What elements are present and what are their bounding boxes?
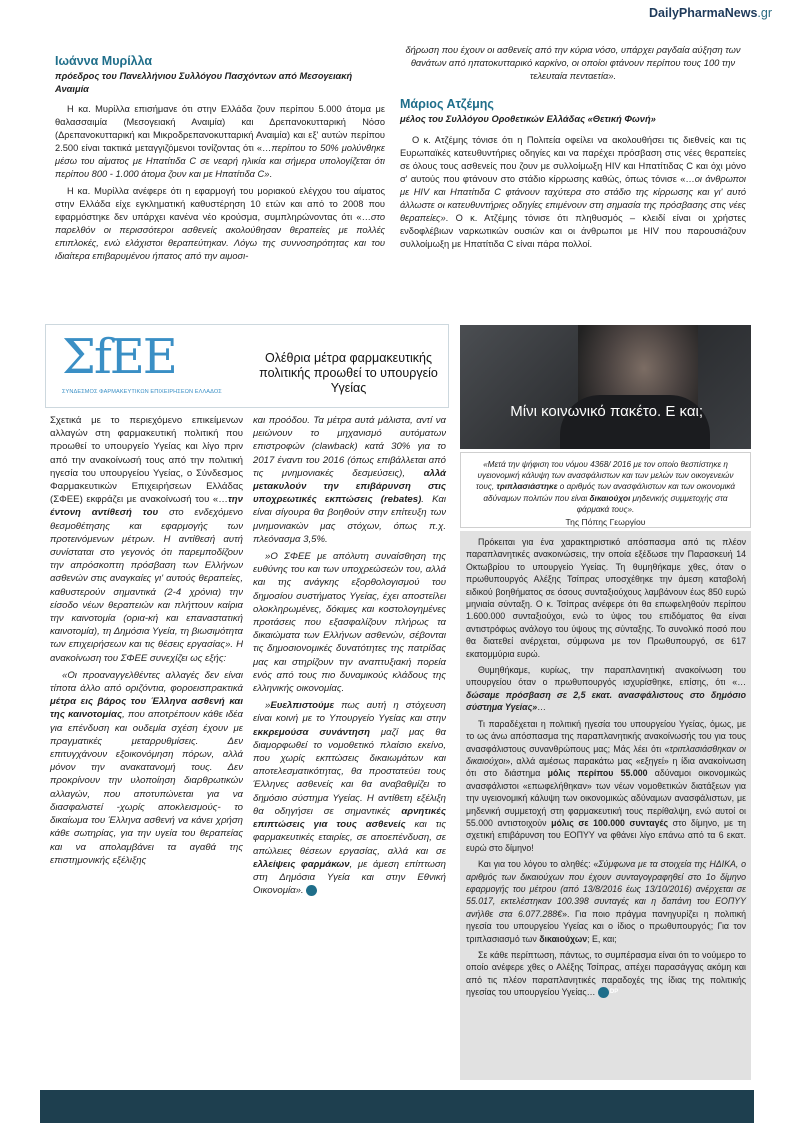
text-run: Σε κάθε περίπτωση, πάντως, το συμπέρασμα είναι ότι το νούμερο το οποίο ανέφερε χθες ο Αλέξης Τσίπρας, απέχει παρασάγγας ακόμη και από τις πλέον παραπλανητικές παραδοχές της ίδιας της πολιτικής ηγεσίας του υπουργείου Υγείας… xyxy=(466,950,746,998)
quote-run: στο ενδεχόμενο θεσμοθέτησης και εφαρμογής των προτεινόμενων μέτρων. Η αντίθεσή αυτή συνίσταται στο γεγονός ότι παρεμποδίζουν την απρόσκοπτη πρόσβαση των Ελλήνων ασθενών στις αναγκαίες γι' αυτούς θεραπείες, καθυστερούν σημαντικά (2-4 χρόνια) την είσοδο νέων θεραπειών και πλήττουν καίρια την καινοτομία (ορια-κή και επαναστατική καινοτομία), τη Δημόσια Υγεία, τη βιωσιμότητα των επιχειρήσεων και τις θέσεις εργασίας». Η ανακοίνωση του ΣΦΕΕ συνεχίζει ως εξής: xyxy=(50,507,243,664)
text-run: , που αποτρέπουν κάθε ιδέα για επένδυση και ουδεμία σχέση έχουν με πραγματικές μεταρρυθμίσεις. Δεν επιτυγχάνουν εξοικονόμηση πόρων, αλλά μόνον την ανακατανομή τους. Δεν προκρίνουν την υλοποίηση διαρθρωτικών αλλαγών, που αποτυπώνεται για να διασφαλιστεί -χωρίς αποκλεισμούς- το δικαίωμα του Έλληνα ασθενή να κάνει χρήση κάθε σωτηρίας, για την υγεία του θεραπείας και να απολαμβάνει τα αγαθά της επιστημονικής εξέλιξης xyxy=(50,709,243,866)
sfee-paragraph-3 xyxy=(253,414,446,546)
text-run: ο αριθμός των ανασφάλιστων και των οικονομικά αδύναμων πολιτών που είναι xyxy=(483,482,736,503)
text-run: » xyxy=(265,700,271,712)
quote-run: περίπου το 50% μολύνθηκε μέσω του αίματος με Ηπατίτιδα C σε νεαρή ηλικία και σήμερα υπολογίζεται ότι περίπου 800 - 1.000 άτομα ζουν και με Ηπατίτιδα C» xyxy=(55,143,385,179)
bold-run: ελλείψεις φαρμάκων xyxy=(253,858,350,870)
bold-run: μόλις περίπου 55.000 xyxy=(547,768,648,779)
sfee-column-a xyxy=(50,414,243,871)
article-end-icon: DP xyxy=(598,987,609,998)
pull-quote-box xyxy=(460,452,751,528)
right-article-body xyxy=(466,536,746,1003)
article-title: Μίνι κοινωνικό πακέτο. Ε και; xyxy=(510,403,703,420)
bold-run: τριπλασιάστηκε xyxy=(496,482,558,492)
text-run: Σχετικά με το περιεχόμενο επικείμενων αλλαγών στη φαρμακευτική πολιτική που προωθεί το υπουργείο Υγείας και λίγο πριν από την ανακοίνωσή τους από την πολιτική ηγεσία του υπουργείου Υγείας, ο Σύνδεσμος Φαρμακευτικών Επιχειρήσεων Ελλάδας (ΣΦΕΕ) εκφράζει με ανακοίνωσή του «… xyxy=(50,415,243,506)
text-run: ». Για ποιο πράγμα πανηγυρίζει η πολιτική ηγεσία του υπουργείου Υγείας και ο ίδιος ο πρωθυπουργός; Για τον τριπλασιασμό των xyxy=(466,908,746,944)
text-run: . xyxy=(269,169,273,179)
sfee-paragraph-1 xyxy=(50,414,243,665)
footer-bar xyxy=(40,1090,754,1123)
text-run: Η κα. Μυρίλλα επισήμανε ότι στην Ελλάδα ζουν περίπου 5.000 άτομα με θαλασσαιμία (Μεσογειακή Αναιμία) και Δρεπανοκυτταρική Νόσο (Δρεπανοκυτταρική και Μικροδρεπανοκυτταρική Αναιμία) και εξ' αυτών περίπου 2.500 είναι τακτικά μεταγγιζόμενοι τονίζοντας ότι «… xyxy=(55,104,385,153)
sfee-paragraph-2 xyxy=(50,669,243,867)
person1-paragraph-1 xyxy=(55,103,385,181)
text-run: , με άμεση επίπτωση στη Δημόσια Υγεία και στην Εθνική Οικονομία». xyxy=(253,858,446,897)
continued-quote: δήρωση που έχουν οι ασθενείς από την κύρια νόσο, υπάρχει ραγδαία αύξηση των θανάτων από ηπατοκυτταρικό καρκίνο, οι οποίοι φτάνουν περίπου τους 100 την τελευταία πενταετία». xyxy=(405,45,741,81)
text-run: ; Ε, και; xyxy=(587,933,617,944)
bold-run: εκκρεμούσα συνάντηση xyxy=(253,726,371,738)
sfee-logo-text: ΣfΕΕ xyxy=(62,329,176,385)
text-run: και προόδου. Τα μέτρα αυτά μάλιστα, αντί να μειώνουν το μηχανισμό αυτόματων επιστροφών (clawback) κατά 30% για το 2017 έναντι του 2016 (όπως επιβάλλεται από τις μνημονιακές δεσμεύσεις), xyxy=(253,415,446,479)
article-end-icon: DP xyxy=(306,885,317,896)
brand-suffix: .gr xyxy=(757,6,772,20)
sfee-logo-subtitle: ΣΥΝΔΕΣΜΟΣ ΦΑΡΜΑΚΕΥΤΙΚΩΝ ΕΠΙΧΕΙΡΗΣΕΩΝ ΕΛΛΑΔΟΣ xyxy=(62,389,222,395)
text-run: «Μετά την ψήφιση του νόμου 4368/ 2016 με τον οποίο θεσπίστηκε η υγειονομική κάλυψη των ανασφάλιστων και των μελών των οικογενειών τους, xyxy=(475,460,734,492)
text-run: «Οι προαναγγελθέντες αλλαγές δεν είναι τίποτα άλλο από οριζόντια, φοροεισπρακτικά xyxy=(50,669,243,695)
top-right-column xyxy=(400,44,746,255)
right-paragraph-3 xyxy=(466,718,746,854)
pull-quote xyxy=(471,459,740,515)
sfee-paragraph-5 xyxy=(253,699,446,897)
text-run: . Ο κ. Ατζέμης τόνισε ότι πληθυσμός – κλειδί είναι οι χρήστες ενδοφλέβιων ναρκωτικών ουσιών και οι άνθρωποι με HIV που παρουσιάζουν συλλοίμωξη με Ηπατίτιδα C είναι πάρα πολλοί. xyxy=(400,212,746,249)
right-paragraph-1: Πρόκειται για ένα χαρακτηριστικό απόσπασμα από τις πλέον παραπλανητικές ανακοινώσεις, την οποία εξέδωσε την Παρασκευή 14 Οκτωβρίου το υπουργείο Υγείας. Τη θυμηθήκαμε χθες, όταν ο πρωθυπουργός Αλέξης Τσίπρας υποσχέθηκε την άμεση καταβολή ειδικού βοηθήματος σε όσους συνταξιούχους λαμβάνουν έως 850 ευρώ μηνιαία σύνταξη. Ο κ. Τσίπρας ανέφερε ότι θα επωφεληθούν περίπου 1.600.000 συνταξιούχοι, ενώ το ύψος του επιδόματος θα είναι αντιστρόφως ανάλογο του ύψους της σύνταξης. Το συνολικό ποσό που θα διατεθεί ανέρχεται, σύμφωνα με τον Πρωθυπουργό, σε 617 εκατομμύρια ευρώ. xyxy=(466,537,746,659)
text-run: μαζί μας θα διαμορφωθεί το νομοθετικό πλαίσιο εκείνο, που χωρίς εκπτώσεις δικαιωμάτων και αποτελεσματικότητας, θα προστατεύει τους Έλληνες ασθενείς και θα αναβαθμίζει το δημόσιο σύστημα Υγείας. Η αντίθετη εξέλιξη θα οδηγήσει σε σημαντικές xyxy=(253,726,446,817)
article-photo xyxy=(460,325,751,449)
text-run: Τι παραδέχεται η πολιτική ηγεσία του υπουργείου Υγείας, όμως, με το ως άνω απόσπασμα της παραπλανητικής ανακοίνωσής του για τους ανασφάλιστους συνανθρώπους μας; Μάς λέει ότι « xyxy=(466,718,746,754)
person1-name: Ιωάννα Μυρίλλα xyxy=(55,54,153,68)
italic-run: Σύμφωνα με τα στοιχεία της ΗΔΙΚΑ, ο αριθμός των δικαιούχων που έχουν συνταγογραφηθεί στο 1ο δίμηνο εφαρμογής του μέτρου (από 13/8/2016 έως 13/10/2016) ανέρχεται σε 55.017, εκτελέστηκαν 100.398 συνταγές και η δαπάνη του ΕΟΠΥΥ ανήλθε στα 6.077.288€ xyxy=(466,859,746,919)
bold-run: μόλις σε 100.000 συνταγές xyxy=(551,817,669,828)
bold-run: αλλά μετακυλούν την επιβάρυνση στις υποχρεωτικές εκπτώσεις (rebates) xyxy=(253,467,446,506)
text-run: . Και είναι σίγουρα θα βοηθούν στην επίτευξη των μνημονιακών μας στόχων, όπως π.χ. πλεόνασμα 3,5%. xyxy=(253,494,447,545)
text-run: στο δίμηνο, με τη σχετική επιβάρυνση του ΕΟΠΥΥ να φθάνει λίγο επάνω από τα 6 εκατ. ευρώ στο δίμηνο! xyxy=(466,817,746,853)
quote-run: στο παρελθόν οι περισσότεροι ασθενείς ακολούθησαν θεραπείες με πολλές επιπλοκές, ενώ ελάχιστοι θεραπεύτηκαν. Λόγω της συννοσηρότητας και του ιδιαίτερα επιβαρυμένου ήπατος από την αιμοσι- xyxy=(55,212,385,261)
text-run: και τις φαρμακευτικές εταιρίες, σε αποεπένδυση, σε απώλειες θέσεων εργασίας, αλλά και σε xyxy=(253,819,447,857)
bold-run: δώσαμε πρόσβαση σε 2,5 εκατ. ανασφάλιστους στο δημόσιο σύστημα Υγείας» xyxy=(466,689,746,713)
right-paragraph-4 xyxy=(466,858,746,945)
text-run: Και για του λόγου το αληθές: « xyxy=(478,859,599,870)
person2-name: Μάριος Ατζέμης xyxy=(400,97,494,111)
bold-run: την έντονη αντίθεσή του xyxy=(50,494,243,519)
brand-main: DailyPharmaNews xyxy=(649,6,758,20)
bold-run: μέτρα εις βάρος του Έλληνα ασθενή και της καινοτομίας xyxy=(50,696,243,721)
bold-run: δικαιούχων xyxy=(539,933,588,944)
sfee-column-b xyxy=(253,414,446,901)
sfee-paragraph-4: »Ο ΣΦΕΕ με απόλυτη συναίσθηση της ευθύνης του και των υποχρεώσεών του, αλλά και της ανάγκης εξορθολογισμού του δημοσίου συστήματος Υγείας, έχει αποστείλει ολοκληρωμένες, δόκιμες και κοστολογημένες προτάσεις που εξασφαλίζουν πλήρως τα δικαιώματα των Ελλήνων ασθενών, σέβονται τις δημοσιονομικές δυνατότητες της πατρίδας μας και στηρίζουν την αναπτυξιακή πορεία ενός από τους πιο δυναμικούς κλάδους της ελληνικής οικονομίας. xyxy=(253,551,446,695)
person2-paragraph-1 xyxy=(400,134,746,251)
text-run: μηδενικής συμμετοχής στα φάρμακά τους». xyxy=(576,493,728,514)
sfee-article-title: Ολέθρια μέτρα φαρμακευτικής πολιτικής προωθεί το υπουργείο Υγείας xyxy=(259,351,438,395)
top-left-column xyxy=(55,54,385,267)
text-run: πως αυτή η στόχευση είναι κοινή με το Υπουργείο Υγείας και στην xyxy=(253,700,446,725)
quote-run: οι άνθρωποι με HIV και Ηπατίτιδα C φτάνουν ταχύτερα στο στάδιο της κίρρωσης και γι' αυτό άλλωστε οι κατευθυντήριες οδηγίες επιμένουν στη σημασία της πρόσβασης στις νέες θεραπείες» xyxy=(400,173,746,223)
person1-paragraph-2 xyxy=(55,185,385,263)
text-run: … xyxy=(537,702,546,713)
bold-run: Ευελπιστούμε xyxy=(270,700,335,712)
italic-run: τριπλασιάσθηκαν οι δικαιούχοι xyxy=(466,743,746,766)
sfee-logo xyxy=(62,331,250,401)
text-run: αδύναμοι οικονομικώς ανασφάλιστοι «επωφελήθηκαν» των νέων νομοθετικών διατάξεων για την υγειονομική κάλυψη των οικονομικώς αδύναμων ανασφάλιστων, με μηδενική συμμετοχή στη φαρμακευτική τους περίθαλψη, ενώ αυτοί οι 55.000 αντιστοιχούν xyxy=(466,768,746,828)
person2-role: μέλος του Συλλόγου Οροθετικών Ελλάδας «Θετική Φωνή» xyxy=(400,114,656,124)
text-run: Η κα. Μυρίλλα ανέφερε ότι η εφαρμογή του μοριακού ελέγχου του αίματος στην Ελλάδα είχε εγκληματική καθυστέρηση 10 ετών και από το 2008 που εφαρμόστηκε δεν υπάρχει κανένα νέο κρούσμα, συμπληρώνοντας ότι «… xyxy=(55,186,385,222)
site-header xyxy=(649,6,772,20)
text-run: », αλλά αμέσως παρακάτω μας «εξηγεί» η ίδια ανακοίνωση ότι στο διάστημα xyxy=(466,755,746,779)
bold-run: δικαιούχοι xyxy=(589,493,631,503)
person1-role: πρόεδρος του Πανελλήνιου Συλλόγου Πασχόντων από Μεσογειακή Αναιμία xyxy=(55,71,353,94)
text-run: Ο κ. Ατζέμης τόνισε ότι η Πολιτεία οφείλει να ακολουθήσει τις διεθνείς και τις Ευρωπαϊκές κατευθυντήριες οδηγίες και να παρέχει πρόσβαση στις νέες θεραπείες σε όλους τους ασθενείς που ζουν με συλλοίμωξη HIV και Ηπατίτιδας C και όχι μόνο σ' αυτούς που φτάνουν στο στάδιο κίρρωσης καθώς, όπως τόνισε «… xyxy=(400,134,746,184)
right-paragraph-5 xyxy=(466,949,746,999)
sfee-banner xyxy=(45,324,449,408)
right-paragraph-2 xyxy=(466,664,746,714)
text-run: Θυμηθήκαμε, κυρίως, την παραπλανητική ανακοίνωση του υπουργείου όταν ο πρωθυπουργός ισχυρίσθηκε, επίσης, ότι «… xyxy=(466,665,746,688)
bold-run: αρνητικές επιπτώσεις για τους ασθενείς xyxy=(253,805,446,831)
author-byline: Της Πόπης Γεωργίου xyxy=(565,517,646,528)
